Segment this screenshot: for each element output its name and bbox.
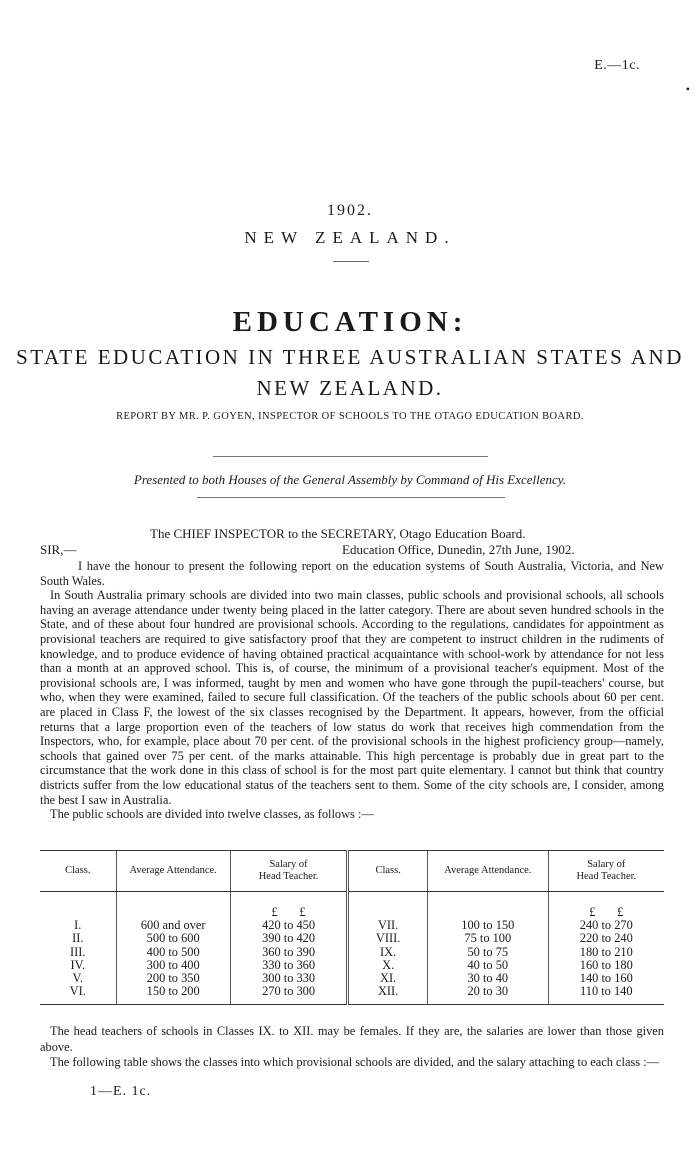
letter-salutation: SIR,— [40, 542, 77, 557]
header-salary: Salary of Head Teacher. [230, 851, 347, 892]
short-divider [333, 261, 369, 262]
salary-cell: 160 to 180 [548, 959, 664, 972]
country: NEW ZEALAND. [244, 228, 456, 247]
salary-cell: 420 to 450 [230, 919, 347, 932]
units-row [40, 892, 664, 920]
pound-units: £ £ [548, 892, 664, 920]
attendance-cell: 75 to 100 [428, 932, 549, 945]
header-salary: Salary of Head Teacher. [548, 851, 664, 892]
attendance-cell: 600 and over [116, 919, 230, 932]
document-reference: E.—1c. [594, 58, 640, 73]
salary-cell: 110 to 140 [548, 985, 664, 1005]
class-cell: VIII. [348, 932, 428, 945]
table-row [40, 985, 664, 1005]
attendance-cell: 150 to 200 [116, 985, 230, 1005]
subtitle-line-1: STATE EDUCATION IN THREE AUSTRALIAN STATES AND [16, 345, 684, 369]
attendance-cell: 200 to 350 [116, 972, 230, 985]
table-row [40, 972, 664, 985]
margin-mark: • [685, 82, 690, 96]
salary-cell: 360 to 390 [230, 946, 347, 959]
salary-cell: 300 to 330 [230, 972, 347, 985]
attendance-cell: 400 to 500 [116, 946, 230, 959]
presented-line: Presented to both Houses of the General Assembly by Command of His Excellency. [133, 472, 567, 487]
attendance-cell: 300 to 400 [116, 959, 230, 972]
salary-cell: 180 to 210 [548, 946, 664, 959]
salary-cell: 240 to 270 [548, 919, 664, 932]
class-cell: VII. [348, 919, 428, 932]
paragraph-classes-intro: The public schools are divided into twelve classes, as follows :— [50, 807, 374, 822]
table-row [40, 919, 664, 932]
salary-cell: 140 to 160 [548, 972, 664, 985]
class-cell: X. [348, 959, 428, 972]
main-title: EDUCATION: [232, 306, 468, 338]
paragraph-intro: I have the honour to present the following report on the education systems of South Australia, Victoria, and New South Wales. [40, 559, 664, 588]
class-cell: III. [70, 944, 86, 959]
class-cell: IX. [348, 946, 428, 959]
header-class: Class. [40, 851, 116, 892]
header-attendance: Average Attendance. [428, 851, 549, 892]
attendance-cell: 40 to 50 [428, 959, 549, 972]
table-row [40, 932, 664, 945]
salary-cell: 220 to 240 [548, 932, 664, 945]
attendance-cell: 30 to 40 [428, 972, 549, 985]
salary-cell: 270 to 300 [230, 985, 347, 1005]
salary-cell: 330 to 360 [230, 959, 347, 972]
year: 1902. [327, 202, 373, 219]
attendance-cell: 50 to 75 [428, 946, 549, 959]
header-class: Class. [348, 851, 428, 892]
divider-top [213, 456, 488, 457]
paragraph-south-australia: In South Australia primary schools are divided into two main classes, public schools and provisional schools, all schools having an average attendance under twenty being placed in the latter category. There are about seven hundred schools in the State, and of these about four hundred are provisional schools. According to the regulations, candidates for appointment as provisional teachers are required to give satisfactory proof that they are competent to instruct children in the rudiments of knowledge, and to produce evidence of having obtained practical acquaintance with school-work by attendance for not less than a month at an approved school. This is, of course, the minimum of a provisional teacher's equipment. Most of the provisional schools are, I was informed, taught by men and women who have gone through the pupil-teachers' course, but who, when they were examined, failed to secure full classification. Of the teachers of the public schools about 60 per cent. are placed in Class F, the lowest of the six classes recognised by the Department. It appears, however, from the official returns that a large proportion even of the teachers of low status do work that receives high commendation from the Inspectors, who, for example, place about 70 per cent. of the provisional schools in the highest proficiency group—namely, schools that gained over 75 per cent. of the marks attainable. This high percentage is probably due in great part to the circumstance that the work done in this class of school is for the most part quite elementary. I cannot but think that country districts suffer from the low educational status of the teachers sent to them. Some of the city schools are, I consider, among the best I saw in Australia. [40, 588, 664, 807]
table-row [40, 946, 664, 959]
public-schools-salary-table [40, 850, 664, 1005]
salary-cell: 390 to 420 [230, 932, 347, 945]
paragraph-female-teachers: The head teachers of schools in Classes IX. to XII. may be females. If they are, the salaries are lower than those given above. [40, 1024, 664, 1054]
paragraph-provisional-table-intro: The following table shows the classes into which provisional schools are divided, and the salary attaching to each class :— [50, 1055, 660, 1069]
letter-office-date: Education Office, Dunedin, 27th June, 1902. [342, 542, 575, 557]
class-cell: I. [74, 918, 82, 933]
after-table-text [40, 1024, 664, 1071]
letter-addressee: The CHIEF INSPECTOR to the SECRETARY, Otago Education Board. [150, 526, 526, 541]
class-cell: II. [72, 931, 84, 946]
class-cell: IV. [70, 957, 86, 972]
class-cell: XII. [348, 985, 428, 1005]
attendance-cell: 20 to 30 [428, 985, 549, 1005]
letter-body [40, 559, 664, 822]
pound-units: £ £ [230, 892, 347, 920]
attendance-cell: 100 to 150 [428, 919, 549, 932]
table-header-row [40, 851, 664, 892]
class-cell: V. [72, 971, 83, 986]
class-cell: VI. [69, 984, 86, 999]
report-byline: REPORT BY MR. P. GOYEN, INSPECTOR OF SCHOOLS TO THE OTAGO EDUCATION BOARD. [116, 411, 584, 422]
class-cell: XI. [348, 972, 428, 985]
attendance-cell: 500 to 600 [116, 932, 230, 945]
table-row [40, 959, 664, 972]
footer-signature-reference: 1—E. 1c. [90, 1084, 152, 1099]
divider-bottom [197, 497, 505, 498]
subtitle-line-2: NEW ZEALAND. [256, 376, 444, 400]
header-attendance: Average Attendance. [116, 851, 230, 892]
